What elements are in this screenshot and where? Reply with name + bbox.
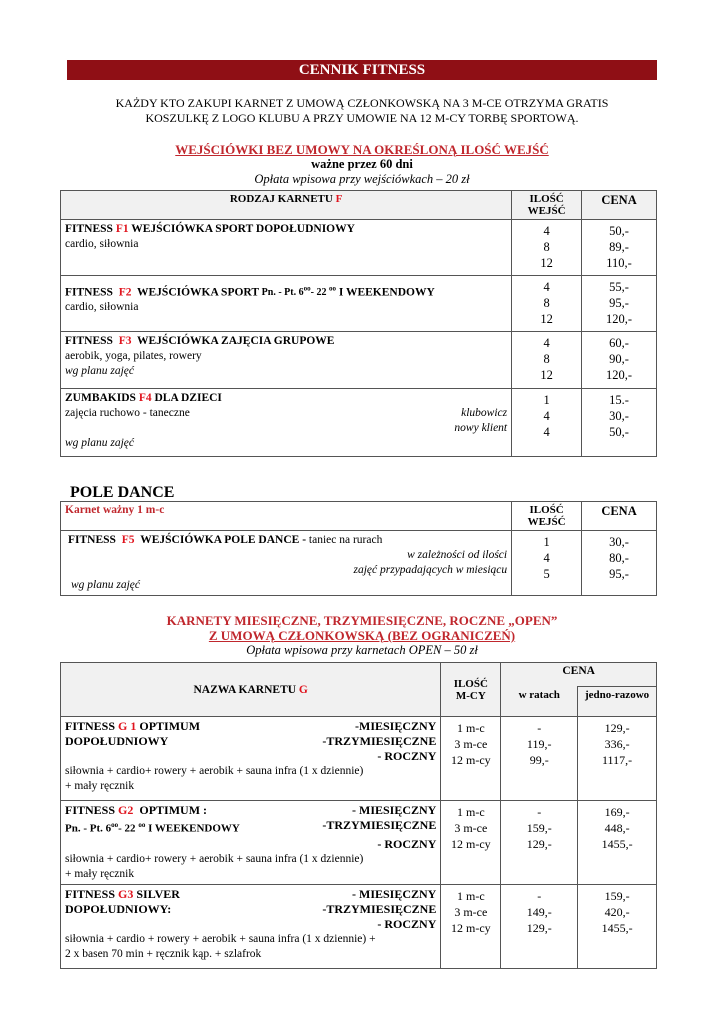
header-name-letter: G	[298, 683, 308, 696]
months-value: 12 m-cy	[450, 837, 491, 851]
months-value: 1 m-c	[456, 805, 485, 819]
section2-header	[60, 613, 664, 658]
row-hours: - 22	[118, 822, 136, 835]
row-period: -TRZYMIESIĘCZNE	[322, 818, 437, 832]
row-f5-price	[582, 531, 657, 596]
header-qty: ILOŚĆ WEJŚĆ	[512, 502, 582, 531]
row-g3-months	[441, 885, 501, 969]
table-header-row	[61, 502, 657, 531]
qty-value: 5	[543, 567, 550, 581]
row-name: OPTIMUM	[139, 719, 201, 733]
installment-value: 129,-	[526, 921, 552, 935]
price-value: 80,-	[609, 551, 629, 565]
row-f4-qty	[512, 389, 582, 457]
row-desc: siłownia + cardio+ rowery + aerobik + sauna infra (1 x dziennie)	[65, 852, 364, 865]
header-installments: w ratach	[501, 687, 578, 717]
qty-value: 4	[543, 224, 550, 238]
row-name-2: DOPOŁUDNIOWY	[65, 734, 169, 748]
single-value: 336,-	[604, 737, 630, 751]
header-months: ILOŚĆ M-CY	[441, 663, 501, 717]
row-note: wg planu zajęć	[65, 365, 134, 377]
table-row	[61, 332, 657, 389]
row-name: WEJŚCIÓWKA POLE DANCE -	[140, 534, 307, 546]
section1-table	[60, 190, 657, 457]
table-row	[61, 885, 657, 969]
qty-value: 12	[540, 312, 553, 326]
table-row	[61, 389, 657, 457]
row-desc: 2 x basen 70 min + ręcznik kąp. + szlafrok	[65, 948, 262, 960]
row-g1-months	[441, 717, 501, 801]
table-row	[61, 220, 657, 276]
row-hours: Pn. - Pt. 6	[261, 287, 304, 299]
row-name: WEJŚCIÓWKA SPORT	[137, 286, 259, 299]
price-value: 15.-	[609, 393, 629, 407]
section2-fee: Opłata wpisowa przy karnetach OPEN – 50 zł	[246, 643, 478, 657]
header-qty: ILOŚĆ WEJŚĆ	[512, 191, 582, 220]
row-note: wg planu zajęć	[71, 579, 140, 591]
row-client-type: klubowicz	[461, 407, 508, 419]
intro-line-2: KOSZULKĘ Z LOGO KLUBU A PRZY UMOWIE NA 12 M-CY TORBĘ SPORTOWĄ.	[145, 111, 579, 125]
header-price: CENA	[582, 191, 657, 220]
header-name-label: NAZWA KARNETU	[193, 683, 297, 696]
qty-value: 1	[543, 393, 550, 407]
section1-header	[60, 142, 664, 187]
installment-value: -	[537, 805, 542, 819]
price-value: 50,-	[609, 224, 629, 238]
qty-value: 4	[543, 336, 550, 350]
price-value: 60,-	[609, 336, 629, 350]
qty-value: 8	[543, 240, 550, 254]
row-f1-price	[582, 220, 657, 276]
row-f1-name	[61, 220, 512, 276]
row-code: F4	[138, 392, 152, 404]
row-g1-installments	[501, 717, 578, 801]
row-prefix: FITNESS	[65, 887, 116, 901]
row-note: wg planu zajęć	[65, 437, 134, 449]
row-desc: siłownia + cardio + rowery + aerobik + sauna infra (1 x dziennie) +	[65, 933, 376, 945]
row-desc: + mały ręcznik	[65, 867, 135, 880]
section2-table	[60, 662, 657, 969]
row-prefix: FITNESS	[65, 719, 116, 733]
qty-value: 4	[543, 551, 550, 565]
row-f1-qty	[512, 220, 582, 276]
table-header-row	[61, 663, 657, 687]
qty-value: 4	[543, 409, 550, 423]
row-prefix: FITNESS	[65, 223, 113, 235]
section2-title-1: KARNETY MIESIĘCZNE, TRZYMIESIĘCZNE, ROCZNE „OPEN”	[166, 613, 558, 628]
row-f4-name	[61, 389, 512, 457]
row-period: - ROCZNY	[377, 836, 437, 851]
months-value: 3 m-ce	[454, 905, 488, 919]
row-hours-weekend: I WEEKENDOWY	[338, 286, 435, 299]
price-value: 95,-	[609, 567, 629, 581]
row-code: G 1	[118, 719, 137, 733]
pole-dance-heading: POLE DANCE	[70, 484, 175, 501]
row-name: DLA DZIECI	[154, 392, 222, 404]
page-title: CENNIK FITNESS	[67, 60, 657, 80]
single-value: 1117,-	[602, 753, 633, 767]
row-period: - ROCZNY	[377, 917, 437, 931]
price-value: 110,-	[606, 256, 632, 270]
row-f4-price	[582, 389, 657, 457]
row-hours-sup: oo	[138, 821, 146, 829]
qty-value: 8	[543, 296, 550, 310]
header-name	[61, 663, 441, 717]
row-f2-name	[61, 276, 512, 332]
qty-value: 4	[543, 280, 550, 294]
installment-value: 129,-	[526, 837, 552, 851]
installment-value: -	[537, 889, 542, 903]
installment-value: -	[537, 721, 542, 735]
price-value: 89,-	[609, 240, 629, 254]
row-desc: cardio, siłownia	[65, 301, 139, 314]
row-f3-name	[61, 332, 512, 389]
row-client-type: nowy klient	[454, 422, 508, 434]
months-value: 3 m-ce	[454, 737, 488, 751]
price-value: 95,-	[609, 296, 629, 310]
row-period: -TRZYMIESIĘCZNE	[322, 734, 437, 748]
row-name-rest: taniec na rurach	[308, 534, 383, 546]
section1-validity: ważne przez 60 dni	[311, 157, 413, 171]
row-f5-name	[61, 531, 512, 596]
row-period: - ROCZNY	[377, 749, 437, 763]
price-value: 120,-	[606, 312, 633, 326]
row-code: F1	[115, 223, 129, 235]
row-name-2: DOPOŁUDNIOWY:	[65, 902, 172, 916]
row-period: - MIESIĘCZNY	[352, 803, 437, 817]
row-prefix: FITNESS	[65, 335, 113, 347]
row-g2-name	[61, 801, 441, 885]
header-type-label: RODZAJ KARNETU	[229, 193, 333, 205]
row-prefix: FITNESS	[68, 534, 116, 546]
row-prefix: ZUMBAKIDS	[65, 392, 136, 404]
installment-value: 149,-	[526, 905, 552, 919]
installment-value: 159,-	[526, 821, 552, 835]
qty-value: 8	[543, 352, 550, 366]
row-f2-price	[582, 276, 657, 332]
header-type	[61, 191, 512, 220]
row-period: - MIESIĘCZNY	[352, 887, 437, 901]
months-value: 1 m-c	[456, 721, 485, 735]
row-hours-sup: oo	[111, 821, 119, 829]
table-row	[61, 717, 657, 801]
months-value: 1 m-c	[456, 889, 485, 903]
row-f5-qty	[512, 531, 582, 596]
pole-validity: Karnet ważny 1 m-c	[61, 502, 512, 531]
row-desc: aerobik, yoga, pilates, rowery	[65, 350, 202, 362]
single-value: 129,-	[604, 721, 630, 735]
row-g1-name	[61, 717, 441, 801]
qty-value: 4	[543, 425, 550, 439]
row-prefix: FITNESS	[65, 286, 113, 299]
qty-value: 12	[540, 256, 553, 270]
row-desc: siłownia + cardio+ rowery + aerobik + sauna infra (1 x dziennie)	[65, 765, 364, 777]
price-value: 30,-	[609, 535, 629, 549]
price-value: 90,-	[609, 352, 629, 366]
section1-fee: Opłata wpisowa przy wejściówkach – 20 zł	[254, 172, 470, 186]
row-name: SILVER	[136, 887, 180, 901]
single-value: 1455,-	[601, 837, 633, 851]
row-f3-price	[582, 332, 657, 389]
qty-value: 12	[540, 368, 553, 382]
table-row	[61, 276, 657, 332]
pole-dance-table	[60, 501, 657, 596]
months-value: 3 m-ce	[454, 821, 488, 835]
row-period: -MIESIĘCZNY	[355, 719, 437, 733]
price-value: 30,-	[609, 409, 629, 423]
row-code: G2	[118, 803, 134, 817]
section2-title-2: Z UMOWĄ CZŁONKOWSKĄ (BEZ OGRANICZEŃ)	[208, 628, 516, 643]
row-f2-qty	[512, 276, 582, 332]
table-row	[61, 801, 657, 885]
row-desc: cardio, siłownia	[65, 238, 139, 250]
row-hours-sup: oo	[303, 285, 311, 293]
table-header-row	[61, 191, 657, 220]
price-value: 55,-	[609, 280, 629, 294]
row-prefix: FITNESS	[65, 803, 116, 817]
row-g2-months	[441, 801, 501, 885]
header-type-letter: F	[335, 193, 343, 205]
row-name: OPTIMUM :	[139, 803, 208, 817]
row-note-right: w zależności od ilości	[407, 549, 508, 561]
row-g3-installments	[501, 885, 578, 969]
row-g3-name	[61, 885, 441, 969]
table-row	[61, 531, 657, 596]
months-value: 12 m-cy	[450, 753, 491, 767]
single-value: 169,-	[604, 805, 630, 819]
row-period: -TRZYMIESIĘCZNE	[322, 902, 437, 916]
single-value: 1455,-	[601, 921, 633, 935]
single-value: 448,-	[604, 821, 630, 835]
row-code: G3	[118, 887, 134, 901]
row-code: F5	[121, 534, 135, 546]
intro-line-1: KAŻDY KTO ZAKUPI KARNET Z UMOWĄ CZŁONKOWSKĄ NA 3 M-CE OTRZYMA GRATIS	[115, 96, 609, 110]
row-g1-single	[578, 717, 657, 801]
intro-note	[60, 96, 664, 126]
row-hours-sup: oo	[328, 285, 336, 293]
row-desc: zajęcia ruchowo - taneczne	[65, 407, 190, 419]
row-name: WEJŚCIÓWKA ZAJĘCIA GRUPOWE	[137, 335, 335, 347]
row-name: WEJŚCIÓWKA SPORT DOPOŁUDNIOWY	[131, 223, 355, 235]
row-g2-installments	[501, 801, 578, 885]
row-code: F3	[118, 335, 132, 347]
row-note-right: zajęć przypadających w miesiącu	[353, 564, 508, 576]
row-hours-weekend: I WEEKENDOWY	[148, 822, 240, 835]
row-g2-single	[578, 801, 657, 885]
price-value: 120,-	[606, 368, 633, 382]
section1-title: WEJŚCIÓWKI BEZ UMOWY NA OKREŚLONĄ ILOŚĆ WEJŚĆ	[175, 142, 549, 157]
row-desc: + mały ręcznik	[65, 780, 135, 792]
header-single: jedno-razowo	[578, 687, 657, 717]
months-value: 12 m-cy	[450, 921, 491, 935]
header-price: CENA	[582, 502, 657, 531]
row-hours: - 22	[310, 287, 327, 299]
qty-value: 1	[543, 535, 550, 549]
installment-value: 99,-	[529, 753, 549, 767]
row-g3-single	[578, 885, 657, 969]
row-hours: Pn. - Pt. 6	[65, 822, 112, 835]
installment-value: 119,-	[526, 737, 552, 751]
row-code: F2	[118, 286, 132, 299]
price-value: 50,-	[609, 425, 629, 439]
single-value: 420,-	[604, 905, 630, 919]
single-value: 159,-	[604, 889, 630, 903]
header-price: CENA	[501, 663, 657, 687]
row-f3-qty	[512, 332, 582, 389]
